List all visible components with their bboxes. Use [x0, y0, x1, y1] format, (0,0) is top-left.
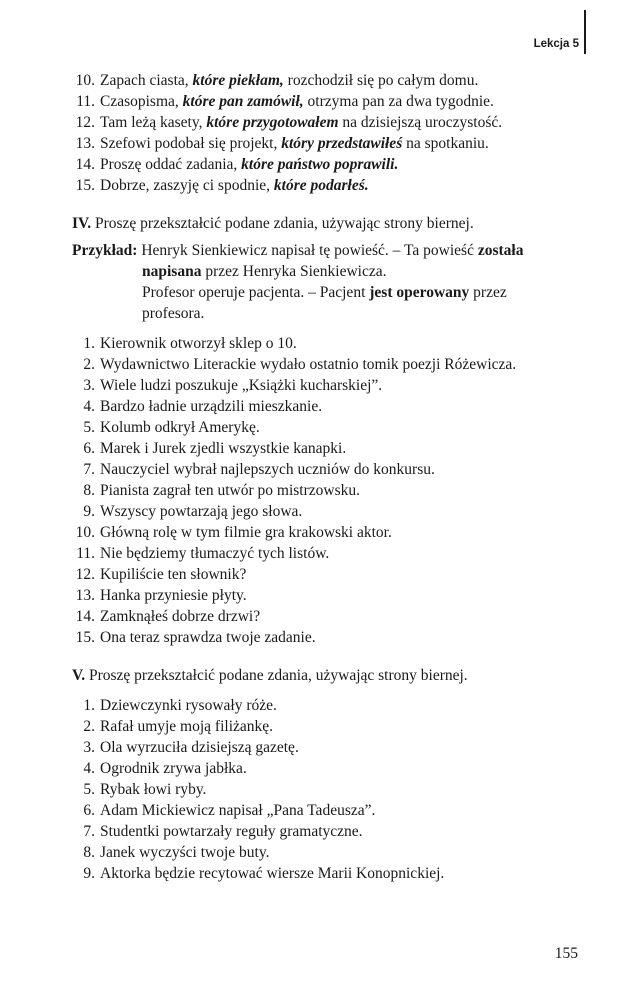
- list-item: 13. Szefowi podobał się projekt, który przedstawiłeś na spotkaniu.: [75, 135, 489, 152]
- list-item: 15. Ona teraz sprawdza twoje zadanie.: [75, 629, 316, 646]
- list-item: 6. Marek i Jurek zjedli wszystkie kanapki.: [83, 440, 347, 457]
- page-number: 155: [554, 945, 578, 962]
- previous-exercise-list: [72, 70, 584, 196]
- list-item: 6. Adam Mickiewicz napisał „Pana Tadeusza”.: [83, 802, 376, 819]
- list-item: 7. Studentki powtarzały reguły gramatyczne.: [83, 823, 363, 840]
- task-iv-list: [72, 333, 584, 648]
- list-item: 1. Kierownik otworzył sklep o 10.: [83, 335, 297, 352]
- page-content: [72, 70, 584, 884]
- list-item: 13. Hanka przyniesie płyty.: [75, 587, 247, 604]
- task-v-list: [72, 695, 584, 884]
- list-item: 5. Kolumb odkrył Amerykę.: [83, 419, 260, 436]
- list-item: 10. Zapach ciasta, które piekłam, rozchodził się po całym domu.: [75, 72, 479, 89]
- list-item: 14. Proszę oddać zadania, które państwo poprawili.: [75, 156, 399, 173]
- list-item: 12. Kupiliście ten słownik?: [75, 566, 247, 583]
- list-item: 7. Nauczyciel wybrał najlepszych uczniów do konkursu.: [83, 461, 435, 478]
- list-item: 11. Czasopisma, które pan zamówił, otrzyma pan za dwa tygodnie.: [76, 93, 494, 110]
- list-item: 2. Wydawnictwo Literackie wydało ostatnio tomik poezji Różewicza.: [83, 356, 517, 373]
- list-item: 9. Aktorka będzie recytować wiersze Marii Konopnickiej.: [83, 865, 445, 882]
- task-v-instruction: V. Proszę przekształcić podane zdania, używając strony biernej.: [72, 667, 468, 684]
- task-v: [72, 665, 584, 884]
- list-item: 12. Tam leżą kasety, które przygotowałem na dzisiejszą uroczystość.: [75, 114, 503, 131]
- list-item: 10. Główną rolę w tym filmie gra krakowski aktor.: [75, 524, 392, 541]
- list-item: 8. Janek wyczyści twoje buty.: [83, 844, 270, 861]
- task-iv-instruction: IV. Proszę przekształcić podane zdania, używając strony biernej.: [72, 215, 474, 232]
- list-item: 5. Rybak łowi ryby.: [83, 781, 207, 798]
- list-item: 2. Rafał umyje moją filiżankę.: [83, 718, 274, 735]
- list-item: 3. Wiele ludzi poszukuje „Książki kucharskiej”.: [83, 377, 383, 394]
- example-block: Przykład: Henryk Sienkiewicz napisał tę powieść. – Ta powieść została napisana przez Henryka Sienkiewicza. Profesor operuje pacjenta. – Pacjent jest operowany przez profesora.: [72, 242, 524, 322]
- header-rule: [584, 10, 586, 54]
- list-item: 11. Nie będziemy tłumaczyć tych listów.: [76, 545, 330, 562]
- list-item: 4. Ogrodnik zrywa jabłka.: [83, 760, 247, 777]
- list-item: 4. Bardzo ładnie urządzili mieszkanie.: [83, 398, 323, 415]
- lesson-title: Lekcja 5: [533, 38, 579, 50]
- example-label: Przykład:: [72, 242, 138, 259]
- list-item: 15. Dobrze, zaszyję ci spodnie, które podarłeś.: [75, 177, 369, 194]
- list-item: 9. Wszyscy powtarzają jego słowa.: [83, 503, 303, 520]
- list-item: 1. Dziewczynki rysowały róże.: [83, 697, 277, 714]
- list-item: 14. Zamknąłeś dobrze drzwi?: [75, 608, 261, 625]
- list-item: 3. Ola wyrzuciła dzisiejszą gazetę.: [83, 739, 299, 756]
- list-item: 8. Pianista zagrał ten utwór po mistrzowsku.: [83, 482, 361, 499]
- running-header: [534, 22, 586, 66]
- task-iv: [72, 213, 584, 648]
